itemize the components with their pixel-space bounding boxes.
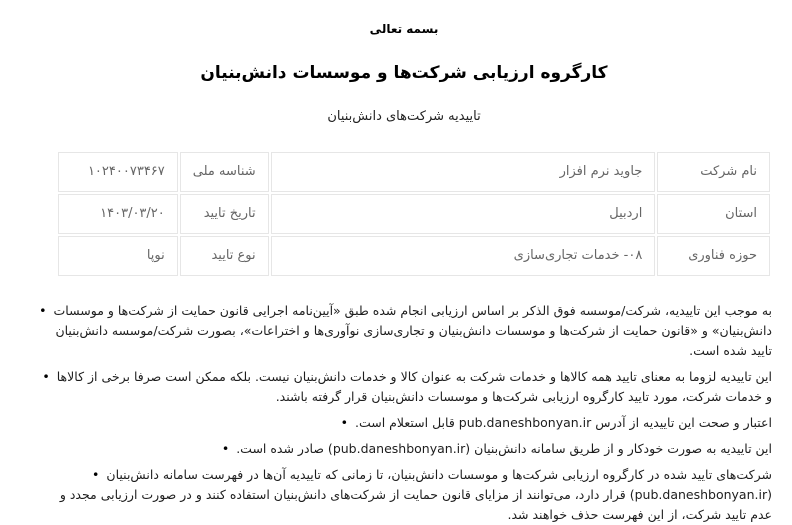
note-item-legal-basis xyxy=(36,301,772,361)
note-text: این تاییدیه به صورت خودکار و از طریق سامانه دانش‌بنیان (pub.daneshbonyan.ir) صادر شده است. xyxy=(236,441,772,456)
bullet-icon: • xyxy=(92,467,100,482)
notes-list xyxy=(36,301,772,525)
province-label: استان xyxy=(657,194,770,234)
note-text: به موجب این تاییدیه، شرکت/موسسه فوق الذکر بر اساس ارزیابی انجام شده طبق «آیین‌نامه اجرایی قانون حمایت از شرکت‌ها و موسسات دانش‌بنیان» و «قانون حمایت از شرکت‌ها و موسسات دانش‌بنیان و تجاری‌سازی نوآوری‌ها و اختراعات»، بصورت شرکت/موسسه دانش‌بنیان تایید شده است. xyxy=(53,303,772,358)
bismillah-text: بسمه تعالی xyxy=(369,22,439,36)
technology-field-value: ۰۸- خدمات تجاری‌سازی xyxy=(271,236,656,276)
company-info-table xyxy=(56,150,772,278)
approval-date-label: تاریخ تایید xyxy=(180,194,269,234)
note-text: اعتبار و صحت این تاییدیه از آدرس pub.daneshbonyan.ir قابل استعلام است. xyxy=(354,415,772,430)
bullet-icon: • xyxy=(42,369,50,384)
page-title: کارگروه ارزیابی شرکت‌ها و موسسات دانش‌بنیان xyxy=(200,63,608,83)
note-item-auto-issued xyxy=(36,439,772,459)
company-name-value: جاوید نرم افزار xyxy=(271,152,656,192)
note-item-verification xyxy=(36,413,772,433)
company-name-label: نام شرکت xyxy=(657,152,770,192)
table-row-company xyxy=(58,152,770,192)
approval-type-value: نوپا xyxy=(58,236,178,276)
note-item-benefits xyxy=(36,465,772,525)
national-id-label: شناسه ملی xyxy=(180,152,269,192)
bullet-icon: • xyxy=(221,441,230,456)
table-row-province xyxy=(58,194,770,234)
bullet-icon: • xyxy=(39,303,47,318)
note-text: شرکت‌های تایید شده در کارگروه ارزیابی شرکت‌ها و موسسات دانش‌بنیان، تا زمانی که تاییدیه آن‌ها در فهرست سامانه دانش‌بنیان (pub.daneshbonyan.ir) قرار دارد، می‌توانند از مزایای قانون حمایت از شرکت‌های دانش‌بنیان استفاده کنند و در صورت ارزیابی مجدد و عدم تایید شرکت، از این فهرست حذف خواهند شد. xyxy=(59,467,772,522)
approval-date-value: ۱۴۰۳/۰۳/۲۰ xyxy=(58,194,178,234)
approval-type-label: نوع تایید xyxy=(180,236,269,276)
province-value: اردبیل xyxy=(271,194,656,234)
bullet-icon: • xyxy=(340,415,348,430)
page-subtitle: تاییدیه شرکت‌های دانش‌بنیان xyxy=(327,109,481,124)
table-row-technology xyxy=(58,236,770,276)
note-text: این تاییدیه لزوما به معنای تایید همه کالاها و خدمات شرکت به عنوان کالا و خدمات دانش‌بنیان نیست. بلکه ممکن است صرفا برخی از کالاها و خدمات شرکت، مورد تایید کارگروه ارزیابی شرکت‌ها و موسسات دانش‌بنیان قرار گرفته باشند. xyxy=(56,369,772,404)
national-id-value: ۱۰۲۴۰۰۷۳۴۶۷ xyxy=(58,152,178,192)
note-item-scope xyxy=(36,367,772,407)
technology-field-label: حوزه فناوری xyxy=(657,236,770,276)
